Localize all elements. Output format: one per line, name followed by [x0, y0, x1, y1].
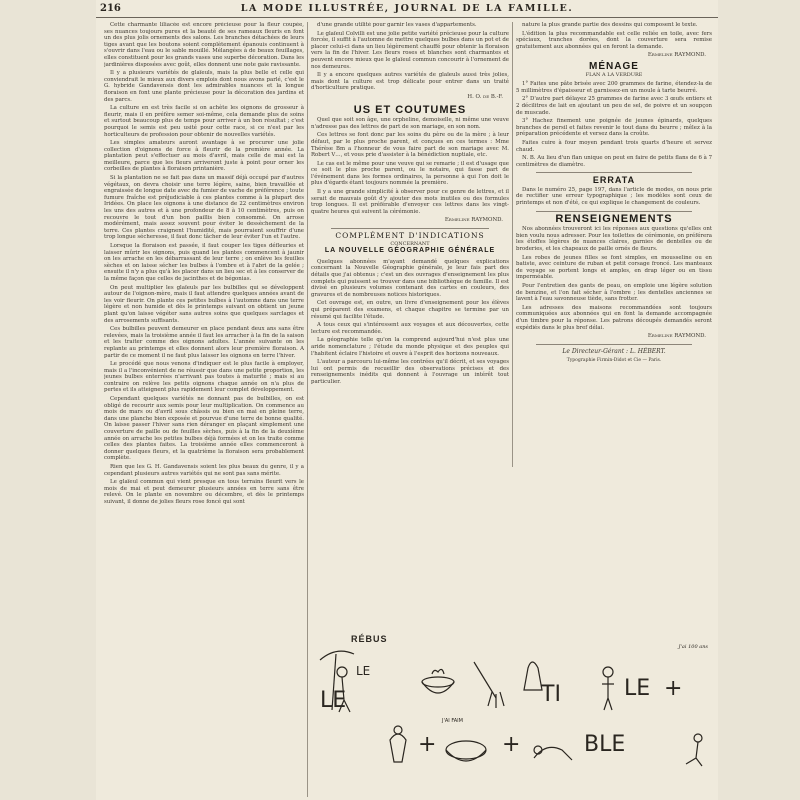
crawling-figure [534, 746, 572, 760]
paragraph: Les robes de jeunes filles se font simples, en mousseline ou en batiste, avec ceinture de ruban et petit corsage froncé. Les manteaux de voyage se portent longs et amples, en drap léger ou en tissu imperméable. [516, 254, 712, 281]
paragraph: Les simples amateurs auront avantage à se procurer une jolie collection d'oignons de force à fleurir de la première année. La plantation peut s'effectuer au mois d'avril, mais celle de mai est la meilleure, parce que les fleurs arriveront juste à point pour orner les corbeilles de plantes à floraison printanière. [104, 140, 304, 173]
divider [536, 344, 692, 345]
column-2 [311, 22, 509, 480]
rebus-reference: J'ai 100 ans [678, 644, 708, 650]
paragraph: Dans le numéro 25, page 197, dans l'article de modes, on nous prie de rectifier une erreur typographique ; les modèles sont ceux de printemps et non d'été, ce qui explique le changement de couleurs. [516, 186, 712, 207]
column-3 [516, 22, 712, 472]
paragraph: Il y a encore quelques autres variétés de glaïeuls aussi très jolies, mais dont la culture est trop délicate pour entrer dans un traité d'horticulture pratique. [311, 72, 509, 92]
paragraph: L'auteur a parcouru lui-même les contrées qu'il décrit, et ses voyages lui ont permis de recueillir des observations précises et des renseignements inédits qui donnent à l'ouvrage un intérêt tout particulier. [311, 359, 509, 385]
paragraph: Faites cuire à four moyen pendant trois quarts d'heure et servez chaud. [516, 139, 712, 153]
paragraph: 3° Hachez finement une poignée de jeunes épinards, quelques branches de persil et faites revenir le tout dans du beurre ; mêlez à la préparation précédente et versez dans la croûte. [516, 118, 712, 138]
paragraph: A tous ceux qui s'intéressent aux voyages et aux découvertes, cette lecture est recommandée. [311, 322, 509, 335]
rebus-piece: + [502, 732, 521, 757]
paragraph: Cette charmante liliacée est encore précieuse pour la fleur coupée, ses nuances toujours pures et la beauté de ses rameaux fleuris en font un des plus jolis ornements des salons. Les branches détachées de leurs tiges avant que les boutons soient complètement épanouis continuent à s'ouvrir dans l'eau ou le sable mouillé. Mélangées à de beaux feuillages, elles constituent pour les grands vases une superbe décoration. Dans les jardinières disposées avec goût, elles donnent une note gaie ravissante. [104, 22, 304, 68]
paragraph: Le procédé que nous venons d'indiquer est le plus facile à employer, mais il a l'inconvénient de ne réussir que dans une petite proportion, les jeunes bulbes enterrées n'arrivant pas toutes à maturité ; mais si au contraire on relève les petits oignons chaque année on n'a plus de pertes et ils atteignent plus rapidement leur complet développement. [104, 361, 304, 394]
bowl-drawing [422, 669, 454, 693]
divider [536, 211, 692, 212]
rebus-piece: BLE [584, 732, 626, 757]
signature: H. O. de B.-F. [467, 93, 503, 100]
rebus-piece: TI [541, 682, 561, 707]
paragraph: d'une grande utilité pour garnir les vases d'appartements. [317, 22, 477, 28]
note: N. B. Au lieu d'un flan unique on peut en faire de petits flans de 6 à 7 centimètres de diamètre. [516, 155, 712, 168]
section-subtitle-geographie: LA NOUVELLE GÉOGRAPHIE GÉNÉRALE [324, 247, 496, 255]
oval-tub-drawing [446, 741, 486, 761]
seated-figure [686, 734, 702, 766]
section-title-renseignements: RENSEIGNEMENTS [555, 212, 673, 225]
paragraph: Pour l'entretien des gants de peau, on emploie une légère solution de benzine, et l'on fait sécher à l'ombre ; les dentelles anciennes se lavent à l'eau savonneuse tiède, sans frotter. [516, 283, 712, 303]
paragraph: Rien que les G. H. Gandavensis soient les plus beaux du genre, il y a cependant plusieurs autres variétés qui ne sont pas sans mérite. [104, 464, 304, 477]
section-title-menage: MÉNAGE [589, 60, 639, 72]
paragraph: La culture en est très facile si on achète les oignons de grosseur à fleurir, mais il en préfère semer soi-même, cela demande plus de soins et surtout beaucoup plus de temps pour arriver à un bon résultat ; c'est pourquoi le semis est peu usité pour cette race, si ce n'est par les horticulteurs de profession pour obtenir de nouvelles variétés. [104, 105, 304, 138]
column-1 [104, 22, 304, 797]
paragraph: nature la plus grande partie des dessins qui composent le texte. [522, 22, 698, 28]
paragraph: Ces bulbilles peuvent demeurer en place pendant deux ans sans être relevées, mais la troisième année il faut les arracher à la fin de la saison et les traiter comme des oignons adultes. L'année suivante on les replante au printemps et elles donnent alors leur première floraison. A partir de ce moment il ne faut plus laisser les oignons en terre l'hiver. [104, 326, 304, 359]
rebus-piece: LE [356, 664, 371, 678]
rebus-title: RÉBUS [351, 634, 388, 644]
signature: Ermeline RAYMOND. [647, 52, 706, 59]
bathing-figure [390, 726, 406, 762]
rebus-piece: LE [320, 688, 347, 713]
paragraph: Cependant quelques variétés ne donnant pas de bulbilles, on est obligé de recourir aux semis pour leur multiplication. On commence au mois de mars ou d'avril sous châssis ou bien en mai en pleine terre, dans une planche bien exposée et pourvue d'une terre de bonne qualité. On laisse passer l'hiver sans rien déranger en plaçant simplement une couverture de paille ou de feuilles sèches, puis à la fin de la deuxième année on arrache les petites bulbes déjà formées et on les traite comme celles des plantes faites. La troisième année elles commenceront à donner quelques fleurs, et la quatrième la floraison sera probablement complète. [104, 396, 304, 462]
bell-drawing [524, 662, 542, 690]
paragraph: L'édition la plus recommandable est celle reliée en toile, avec fers spéciaux, tranches dorées, dont la couverture sera remise gratuitement aux abonnées qui en feront la demande. [516, 30, 712, 50]
paragraph: Les adresses des maisons recommandées sont toujours communiquées aux abonnées qui en font la demande accompagnée d'un timbre pour la réponse. Les patrons découpés demandés seront expédiés dans le plus bref délai. [516, 304, 712, 331]
newspaper-page [96, 0, 718, 800]
rebus-piece: + [664, 676, 683, 701]
rebus-piece: + [418, 732, 437, 757]
director-line: Le Directeur-Gérant : L. HÉBERT. [562, 347, 666, 355]
paragraph: Quelques abonnées m'ayant demandé quelques explications concernant la Nouvelle Géographie générale, je leur fais part des détails que j'ai obtenus ; c'est un des ouvrages d'enseignement les plus complets qui puissent se trouver dans une bibliothèque de famille. Il est divisé en plusieurs volumes contenant des cartes en couleurs, des gravures et de nombreuses notices historiques. [311, 258, 509, 298]
column-divider [512, 22, 513, 467]
section-title-errata: ERRATA [592, 175, 636, 186]
paragraph: Il y a plusieurs variétés de glaïeuls, mais la plus belle et celle qui conviendrait le mieux aux divers emplois dont nous avons parlé, c'est le G. hybride Gandavensis dont les admirables nuances et la longue floraison en font une plante précieuse pour la décoration des jardins et des parcs. [104, 70, 304, 103]
running-title: LA MODE ILLUSTRÉE, JOURNAL DE LA FAMILLE. [240, 3, 574, 14]
rebus-piece: LE [624, 676, 651, 701]
paragraph: Il y a une grande simplicité à observer pour ce genre de lettres, et il serait de mauvais goût d'y ajouter des mots inutiles ou des formules trop longues. Il est préférable d'envoyer ces lettres dans les vingt-quatre heures qui suivent la cérémonie. [311, 189, 509, 215]
divider [331, 228, 489, 229]
section-concernant: CONCERNANT [390, 240, 430, 247]
paragraph: Le cas est le même pour une veuve qui se remarie ; il est d'usage que ce soit le plus proche parent, ou le notaire, qui fasse part de l'événement dans les formes ordinaires, la personne à qui l'on doit le plus d'égards étant toujours nommée la première. [311, 160, 509, 187]
rebus-illustration [306, 632, 716, 792]
paragraph: La géographie telle qu'on la comprend aujourd'hui n'est plus une aride nomenclature ; l'étude du monde physique et des peuples qui l'habitent éclaire l'histoire et ouvre à l'esprit des horizons nouveaux. [311, 337, 509, 357]
signature: Ermeline RAYMOND. [444, 217, 503, 224]
paragraph: Lorsque la floraison est passée, il faut couper les tiges défleuries et laisser mûrir les oignons, puis quand les plantes commencent à jaunir on les arrache en les débarrassant de leur terre ; on enlève les feuilles sèches et on laisse sécher les bulbes à l'ombre et à l'abri de la gelée ; ensuite il n'y a plus qu'à les placer dans un lieu sec et à les conserver de la même façon que celles de jacinthes et de bégonias. [104, 243, 304, 282]
section-subtitle-flan: FLAN A LA VERDURE [585, 71, 643, 78]
paragraph: 1° Faites une pâte brisée avec 200 grammes de farine, étendez-la de 5 millimètres d'épaisseur et garnissez-en un moule à tarte beurré. [516, 81, 712, 94]
rebus-small-label: J'AI FAIM [442, 718, 463, 724]
paragraph: Cet ouvrage est, en outre, un livre d'enseignement pour les élèves qui préparent des examens, et chaque chapitre se termine par un résumé qui facilite l'étude. [311, 300, 509, 320]
paragraph: On peut multiplier les glaïeuls par les bulbilles qui se développent autour de l'oignon-mère, mais il faut attendre quelques années avant de les voir fleurir. On plante ces petites bulbes à l'automne dans une terre légère et non humide et dès le printemps suivant on obtient un jeune plant qu'on laisse végéter sans autres soins que quelques sarclages et des arrosements suffisants. [104, 284, 304, 324]
paragraph: Le glaïeul commun qui vient presque en tous terrains fleurit vers le mois de mai et peut demeurer plusieurs années en terre sans être relevé. On le plante en novembre ou décembre, et dès le printemps suivant, il donne de jolies fleurs rose foncé qui sont [104, 479, 304, 505]
broom-drawing [474, 662, 504, 708]
divider [536, 172, 692, 173]
small-man-drawing [602, 667, 614, 710]
paragraph: Nos abonnées trouveront ici les réponses aux questions qu'elles ont bien voulu nous adresser. Pour les toilettes de cérémonie, on préférera les étoffes légères de nuances claires, garnies de dentelles ou de broderies, et les chapeaux de paille ornés de fleurs. [516, 226, 712, 253]
rebus-puzzle [306, 632, 716, 792]
paragraph: Si la plantation ne se fait pas dans un massif déjà occupé par d'autres végétaux, on devra choisir une terre légère, saine, bien travaillée et engraissée de longue date avec du fumier de vache de préférence ; toute fumure fraîche est préjudiciable à ces plantes comme à la plupart des Iridées. On place les oignons à une distance de 22 centimètres environ les uns des autres et à une profondeur de 8 à 10 centimètres, puis on recouvre le tout d'un bon paillis bien consommé. On arrose modérément, mais assez souvent pour éviter le dessèchement de la terre. Ces plantes craignent l'humidité, mais pourraient souffrir d'une trop longue sécheresse, il faut donc tâcher de leur éviter l'un et l'autre. [104, 175, 304, 241]
paragraph: Ces lettres se font donc par les soins du père ou de la mère ; à leur défaut, par le plus proche parent, et conçues en ces termes : Mme Thérèse Bm a l'honneur de vous faire part de son mariage avec M. Robert V…, et vous prie d'assister à la bénédiction nuptiale, etc. [311, 132, 509, 159]
printer-line: Typographie Firmin-Didot et Cie — Paris. [566, 358, 662, 364]
section-title-complement: COMPLÉMENT D'INDICATIONS [335, 231, 485, 241]
paragraph: Le glaïeul Colvilli est une jolie petite variété précieuse pour la culture forcée, il suffit à l'automne de mettre quelques bulbes dans un pot et de placer celui-ci dans un lieu légèrement chauffé pour obtenir la floraison vers la fin de l'hiver. Les fleurs roses et blanches sont charmantes et peuvent encore mieux que le glaïeul commun concourir à l'ornement de nos demeures. [311, 30, 509, 70]
paragraph: 2° D'autre part délayez 25 grammes de farine avec 3 œufs entiers et 2 décilitres de lait en ajoutant un peu de sel, de poivre et un soupçon de muscade. [516, 96, 712, 116]
signature: Ermeline RAYMOND. [647, 333, 706, 340]
section-title-us-et-coutumes: US ET COUTUMES [353, 103, 467, 116]
page-header [96, 0, 718, 18]
page-number: 216 [100, 3, 121, 14]
paragraph: Quel que soit son âge, une orpheline, demoiselle, ni même une veuve n'adresse pas des lettres de part de son mariage, en son nom. [311, 117, 509, 130]
